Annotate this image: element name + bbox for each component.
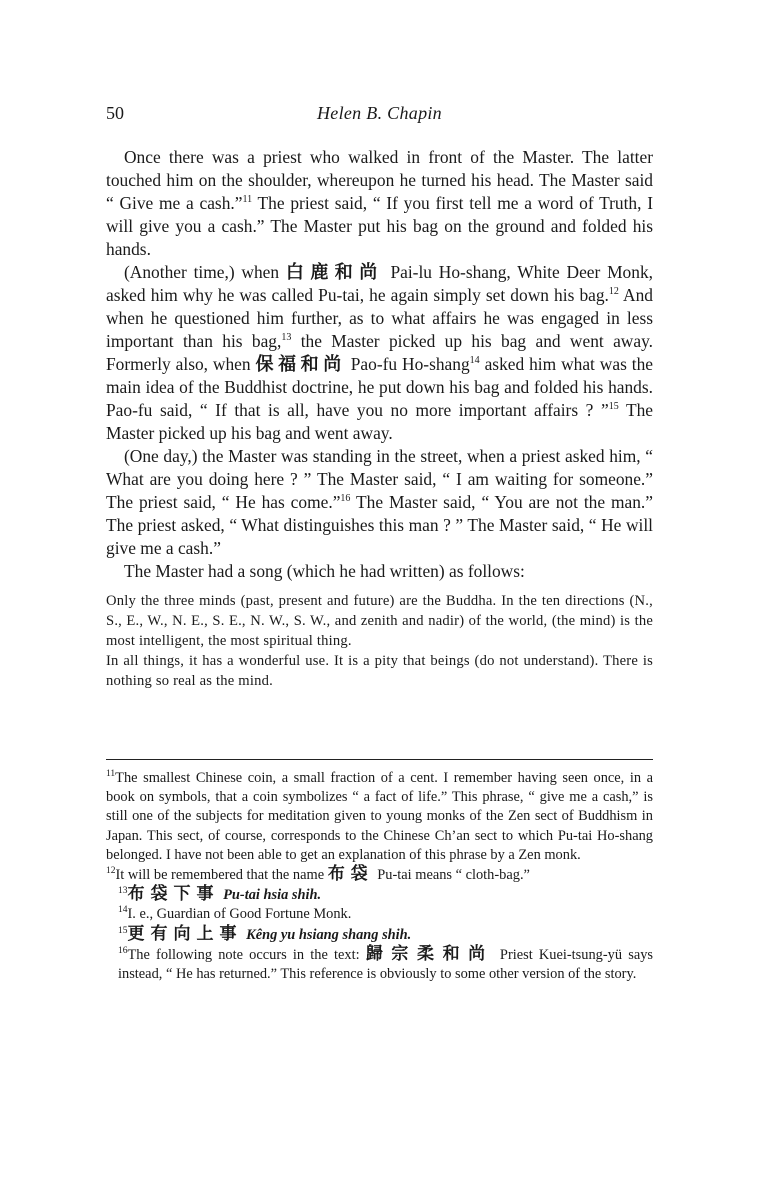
footnote-text: The following note occurs in the text: [127,946,366,963]
footnote-12 [106,865,653,885]
footnote-divider [106,759,653,760]
paragraph [106,445,653,560]
footnote-16 [106,945,653,984]
footnote-number: 15 [118,925,128,936]
footnote-text: Pu-tai means “ cloth-bag.” [373,867,530,884]
footnote-14 [106,905,653,924]
footnote-number: 16 [118,946,128,957]
footnote-reference: 13 [281,332,292,344]
footnote-number: 11 [106,769,116,780]
song-verse: Only the three minds (past, present and future) are the Buddha. In the ten directions (N., S., E., W., N. E., S. E., N. W., S. W., and zenith and nadir) of the world, (the mind) is the most intelligent, the most spiritual thing. [106,593,653,649]
song-verse: In all things, it has a wonderful use. It is a pity that beings (do not understand). There is nothing so real as the mind. [106,653,653,689]
page-number: 50 [106,103,124,123]
footnote-13 [106,885,653,905]
main-text [106,146,653,691]
chinese-characters: 布袋 [327,864,374,885]
page-header [106,103,653,127]
footnote-text: I. e., Guardian of Good Fortune Monk. [127,906,352,923]
footnotes [106,769,653,984]
footnote-reference: 16 [340,493,351,505]
footnote-reference: 15 [608,401,619,413]
text-run: Pai-lu Ho-shang, White Deer Monk, asked him why he was called Pu-tai, he again simply set down his bag. [106,262,653,305]
romanization: Pu-tai hsia shih. [223,887,322,904]
text-run: Once there was a priest who walked in front of the Master. The latter touched him on the shoulder, whereupon he turned his head. The Master said “ Give me a cash.” [106,147,653,213]
footnote-reference: 11 [242,194,253,206]
footnote-11 [106,769,653,865]
chinese-characters: 歸宗柔和尚 [365,943,494,964]
footnote-number: 13 [118,886,128,897]
paragraph: The Master had a song (which he had written) as follows: [124,561,525,581]
running-head: Helen B. Chapin [317,103,442,123]
chinese-characters: 布袋下事 [127,884,220,905]
chinese-characters: 更有向上事 [127,923,243,944]
paragraph [106,146,653,261]
chinese-characters: 白鹿和尚 [285,262,384,283]
footnote-text: The smallest Chinese coin, a small fraction of a cent. I remember having seen once, in a book on symbols, that a coin symbolizes “ a fact of life.” This phrase, “ give me a cash,” is still one of the subjects for meditation given to young monks of the Zen sect of Buddhism in Japan. This sect, of course, corresponds to the Chinese Ch’an sect to which Pu-tai Ho-shang belonged. I have not been able to get an explanation of this phrase by a Zen monk. [106,770,653,863]
romanization: Kêng yu hsiang shang shih. [246,926,412,943]
footnote-reference: 12 [608,286,619,298]
text-run: (Another time,) when [124,262,286,282]
text-run: Pao-fu Ho-shang [345,354,470,374]
text-run: asked him what was the main idea of the Buddhist doctrine, he put down his bag and folded his hands. Pao-fu said, “ If that is all, have you no more important affairs ? ” [106,354,654,420]
chinese-characters: 保福和尚 [255,354,346,375]
text-run: And when he questioned him further, as to what affairs he was engaged in less important than his bag, [106,285,653,351]
text-run: (One day,) the Master was standing in the street, when a priest asked him, “ What are you doing here ? ” The Master said, “ I am waiting for someone.” The priest said, “ He has come.” [106,446,653,512]
text-run: The priest said, “ If you first tell me a word of Truth, I will give you a cash.” The Master put his bag on the ground and folded his hands. [106,193,653,259]
footnote-text: It will be remembered that the name [115,867,328,884]
song-quotation [106,591,653,691]
footnote-text: Priest Kuei-tsung-yü says instead, “ He has returned.” This reference is obviously to some other version of the story. [118,946,653,983]
footnote-number: 12 [106,866,116,877]
paragraph [106,261,653,445]
text-run: The Master said, “ You are not the man.” The priest asked, “ What distinguishes this man ? ” The Master said, “ He will give me a cash.” [106,492,653,558]
footnote-15 [106,925,653,945]
footnote-number: 14 [118,905,128,916]
footnote-reference: 14 [469,355,480,367]
text-run: The Master picked up his bag and went away. [106,400,653,443]
text-run: the Master picked up his bag and went away. Formerly also, when [106,331,653,374]
